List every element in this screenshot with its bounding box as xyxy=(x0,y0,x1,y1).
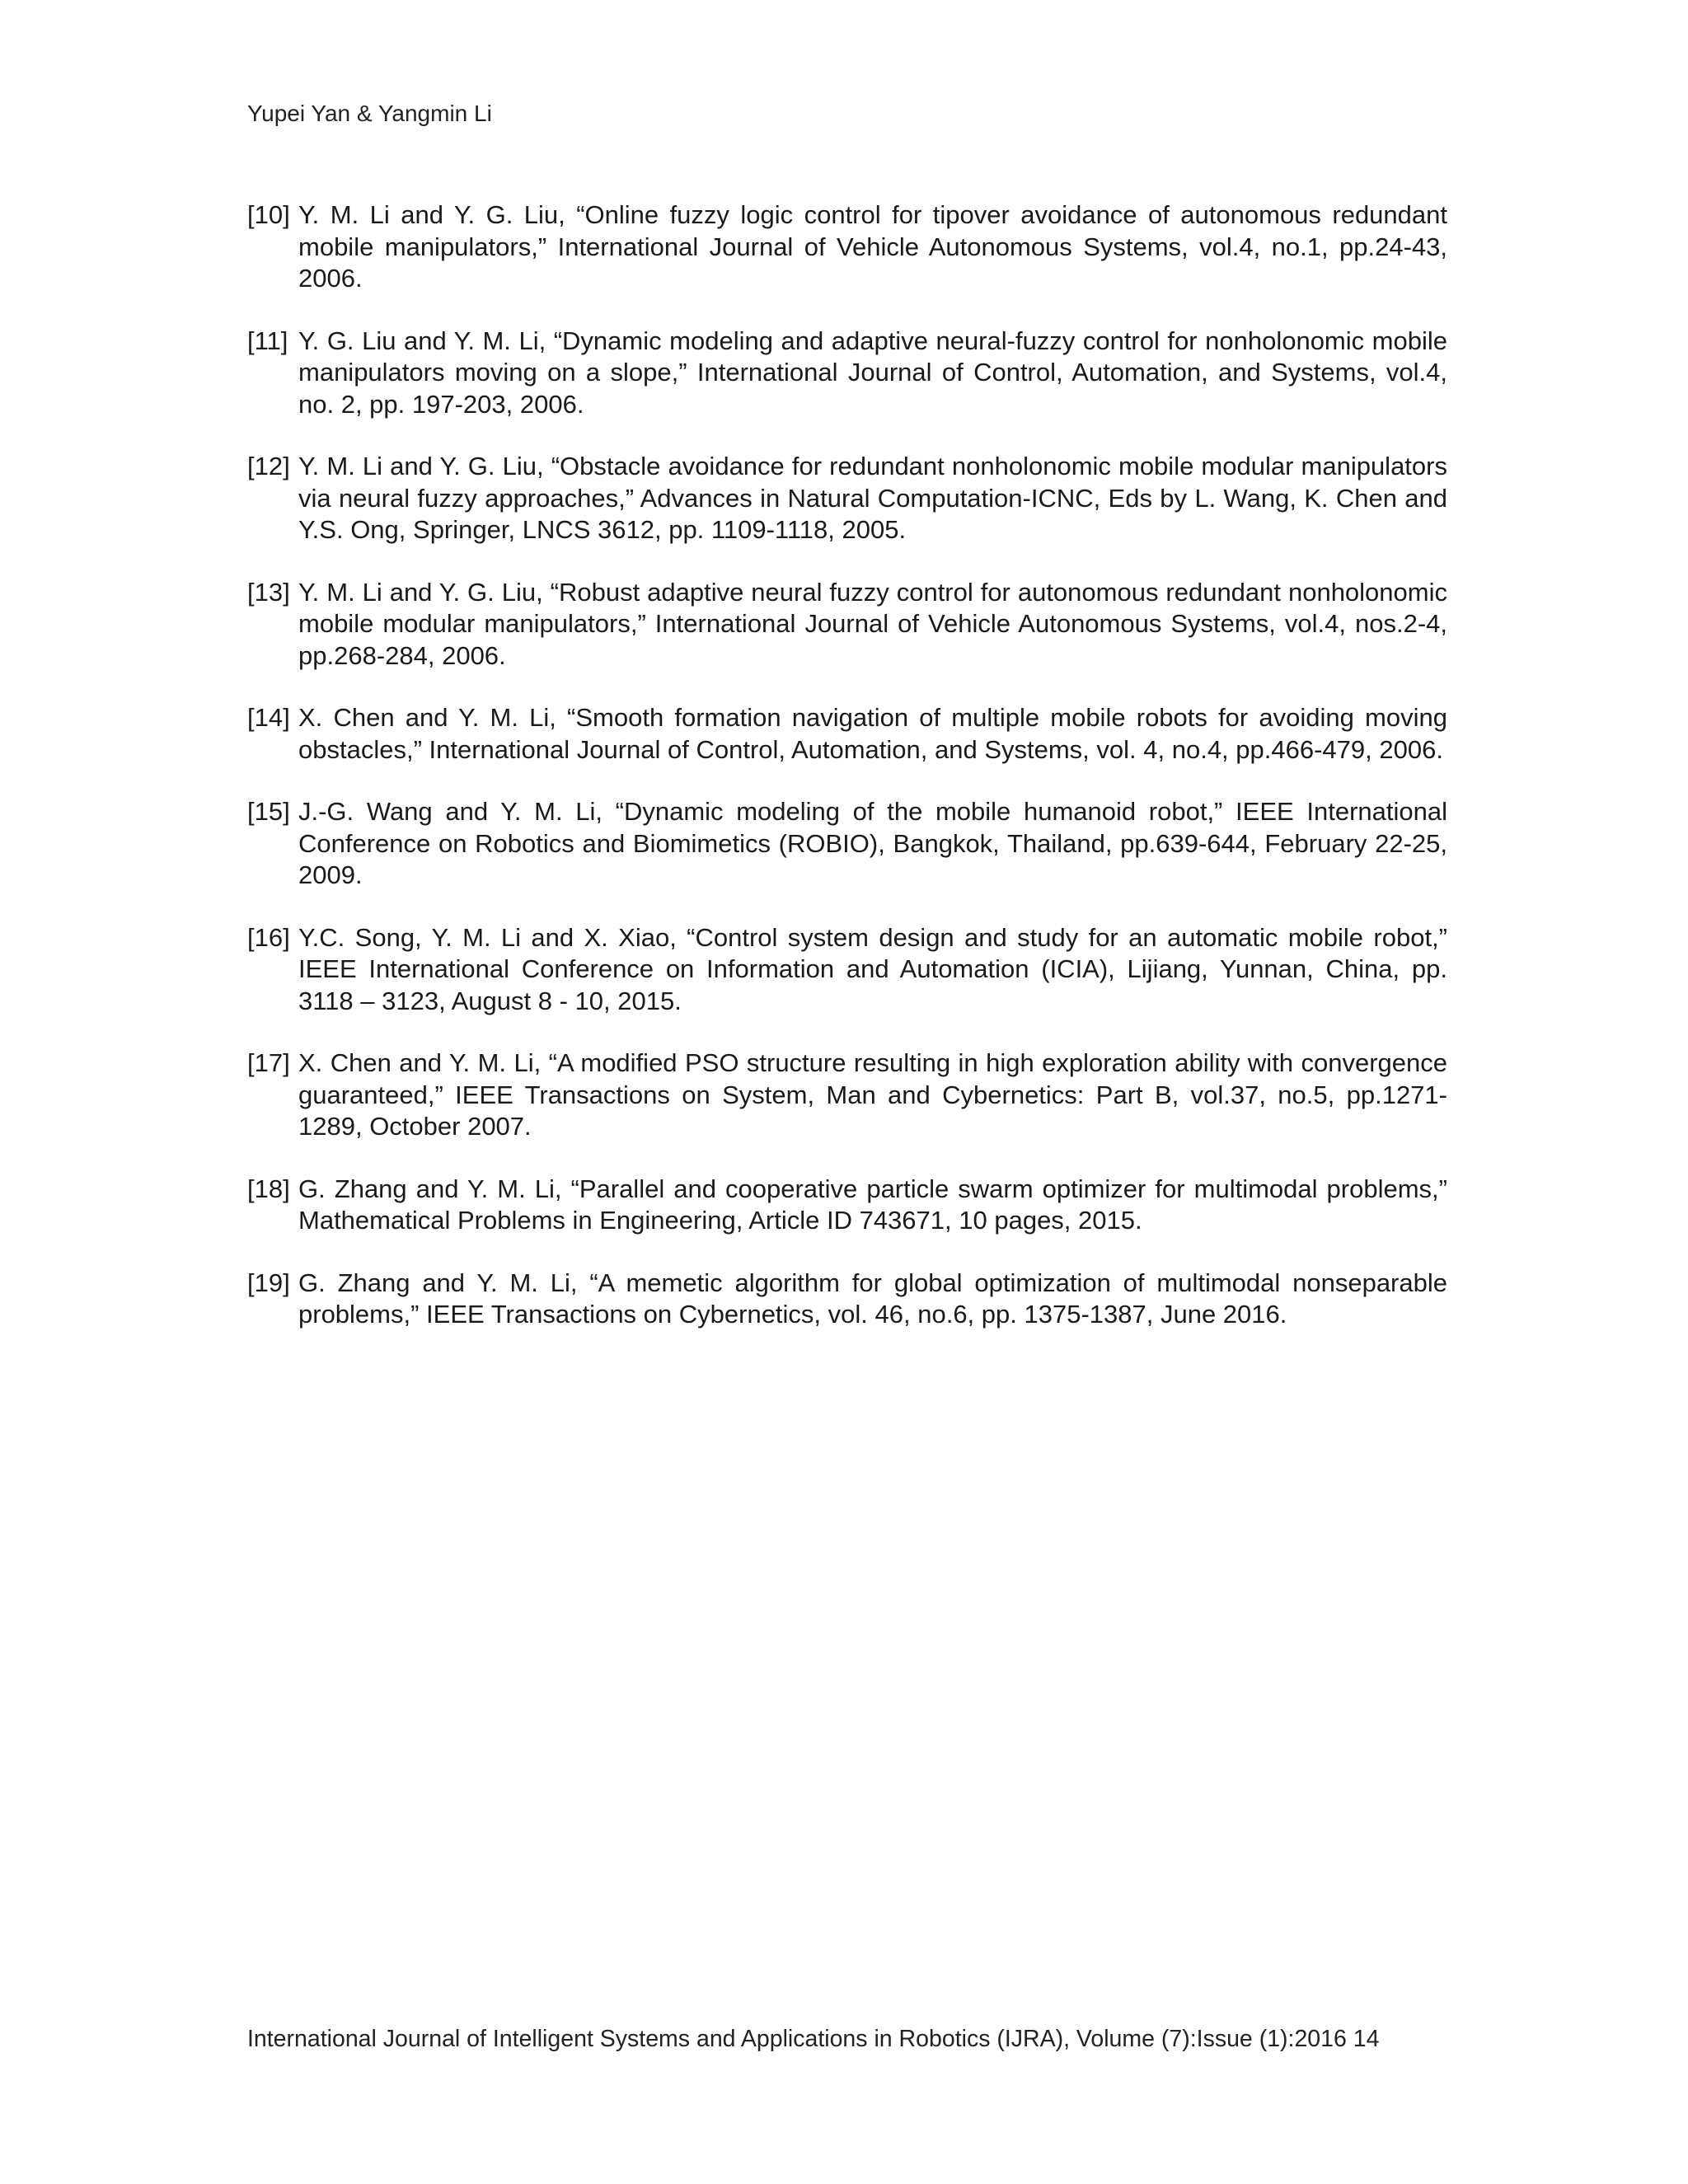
page-footer-journal: International Journal of Intelligent Systems and Applications in Robotics (IJRA), Volume (7):Issue (1):2016 14 xyxy=(247,2026,1380,2052)
reference-item xyxy=(247,702,1447,766)
reference-text: X. Chen and Y. M. Li, “Smooth formation navigation of multiple mobile robots for avoiding moving obstacles,” International Journal of Control, Automation, and Systems, vol. 4, no.4, pp.466-479, 2006. xyxy=(298,703,1447,764)
reference-item xyxy=(247,922,1447,1018)
reference-number: [11] xyxy=(247,326,288,355)
reference-text: X. Chen and Y. M. Li, “A modified PSO structure resulting in high exploration ability with convergence guaranteed,” IEEE Transactions on System, Man and Cybernetics: Part B, vol.37, no.5, pp.1271-1289, October 2007. xyxy=(298,1048,1447,1141)
reference-text: G. Zhang and Y. M. Li, “Parallel and cooperative particle swarm optimizer for multimodal problems,” Mathematical Problems in Engineering, Article ID 743671, 10 pages, 2015. xyxy=(298,1174,1447,1235)
reference-item xyxy=(247,1174,1447,1237)
reference-number: [16] xyxy=(247,922,290,952)
reference-item xyxy=(247,451,1447,546)
reference-text: Y. M. Li and Y. G. Liu, “Online fuzzy logic control for tipover avoidance of autonomous redundant mobile manipulators,” International Journal of Vehicle Autonomous Systems, vol.4, no.1, pp.24-43, 2006. xyxy=(298,200,1447,293)
reference-text: G. Zhang and Y. M. Li, “A memetic algorithm for global optimization of multimodal nonseparable problems,” IEEE Transactions on Cybernetics, vol. 46, no.6, pp. 1375-1387, June 2016. xyxy=(298,1268,1447,1329)
reference-item xyxy=(247,1268,1447,1331)
reference-item xyxy=(247,577,1447,673)
reference-number: [15] xyxy=(247,797,290,826)
reference-list xyxy=(247,199,1447,1361)
reference-item xyxy=(247,796,1447,892)
reference-text: Y. M. Li and Y. G. Liu, “Robust adaptive neural fuzzy control for autonomous redundant nonholonomic mobile modular manipulators,” International Journal of Vehicle Autonomous Systems, vol.4, nos.2-4, pp.268-284, 2006. xyxy=(298,577,1447,670)
reference-number: [14] xyxy=(247,703,290,732)
reference-number: [10] xyxy=(247,200,290,229)
reference-text: Y. G. Liu and Y. M. Li, “Dynamic modeling and adaptive neural-fuzzy control for nonholonomic mobile manipulators moving on a slope,” International Journal of Control, Automation, and Systems, vol.4, no. 2, pp. 197-203, 2006. xyxy=(298,326,1447,419)
reference-text: Y.C. Song, Y. M. Li and X. Xiao, “Control system design and study for an automatic mobile robot,” IEEE International Conference on Information and Automation (ICIA), Lijiang, Yunnan, China, pp. 3118 – 3123, August 8 - 10, 2015. xyxy=(298,922,1447,1015)
reference-number: [19] xyxy=(247,1268,290,1297)
reference-number: [18] xyxy=(247,1174,290,1203)
reference-text: Y. M. Li and Y. G. Liu, “Obstacle avoidance for redundant nonholonomic mobile modular manipulators via neural fuzzy approaches,” Advances in Natural Computation-ICNC, Eds by L. Wang, K. Chen and Y.S. Ong, Springer, LNCS 3612, pp. 1109-1118, 2005. xyxy=(298,452,1447,544)
page-header-authors: Yupei Yan & Yangmin Li xyxy=(247,101,492,126)
reference-item xyxy=(247,199,1447,295)
reference-number: [12] xyxy=(247,452,290,480)
reference-number: [13] xyxy=(247,577,290,607)
reference-item xyxy=(247,1047,1447,1143)
reference-number: [17] xyxy=(247,1048,290,1077)
reference-item xyxy=(247,326,1447,421)
reference-text: J.-G. Wang and Y. M. Li, “Dynamic modeling of the mobile humanoid robot,” IEEE International Conference on Robotics and Biomimetics (ROBIO), Bangkok, Thailand, pp.639-644, February 22-25, 2009. xyxy=(298,797,1447,889)
